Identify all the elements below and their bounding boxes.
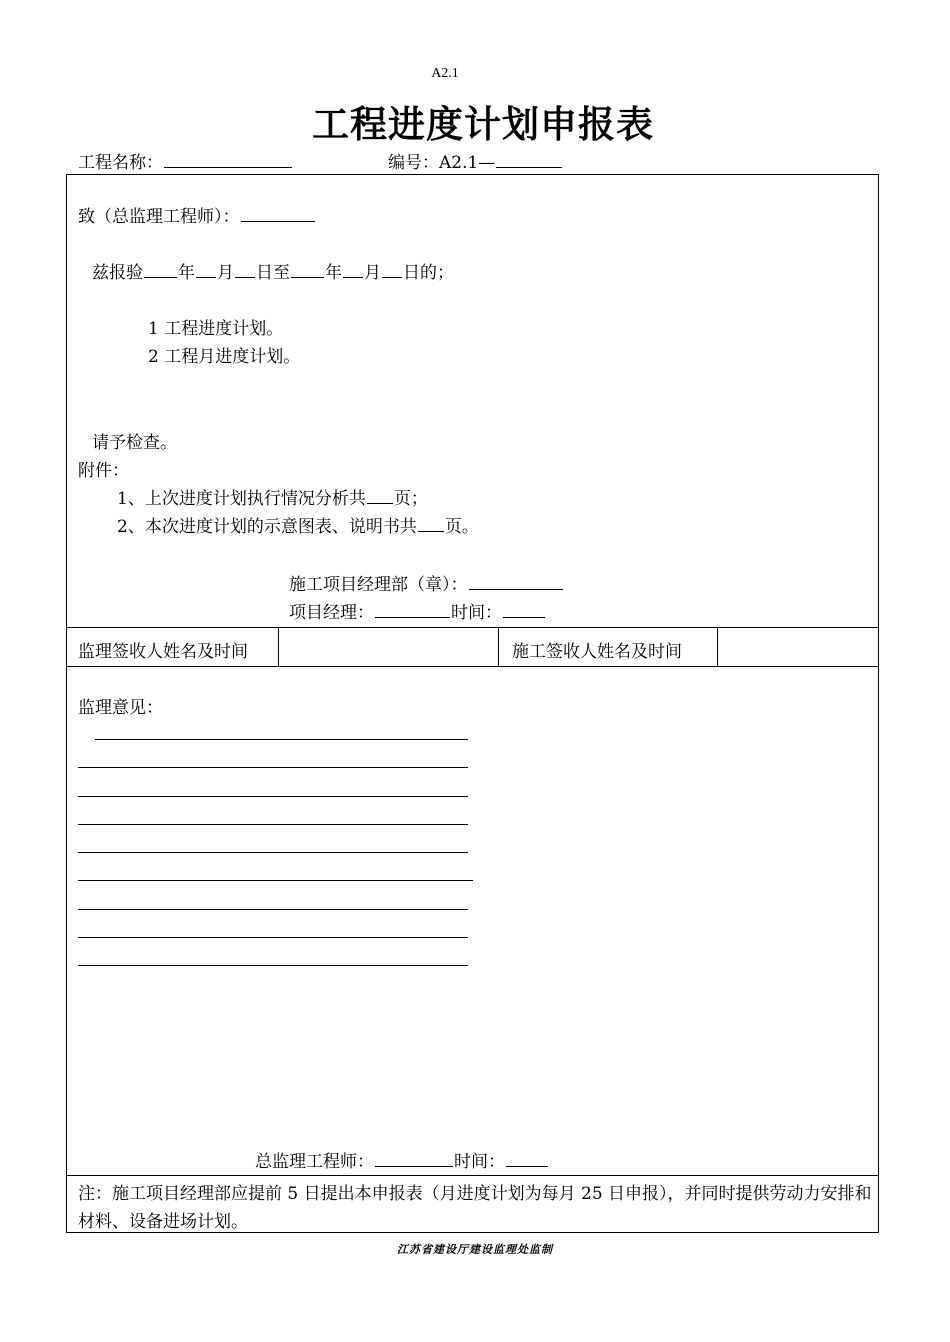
attachment-2-suffix: 页。 [444,517,479,537]
attachment-1-pages-blank[interactable] [367,502,393,504]
end-day-blank[interactable] [382,276,402,278]
project-manager-line [289,598,546,623]
form-number-label: 编号：A2.1— [388,153,496,173]
project-manager-blank[interactable] [375,616,450,618]
divider [66,1175,879,1176]
contractor-dept-blank[interactable] [469,588,563,590]
opinion-line[interactable] [78,909,468,910]
chief-time-label: 时间： [454,1152,505,1172]
attachment-2-text: 2、本次进度计划的示意图表、说明书共 [117,517,417,537]
attachment-item-2 [117,512,479,537]
month-label: 月 [364,263,381,283]
form-number-field[interactable] [388,148,563,173]
form-code: A2.1 [431,66,459,81]
end-year-blank[interactable] [291,276,324,278]
divider [498,627,499,666]
opinion-line[interactable] [78,796,468,797]
page-title: 工程进度计划申报表 [312,103,654,146]
end-month-blank[interactable] [343,276,363,278]
chief-time-blank[interactable] [506,1165,548,1167]
contractor-dept-line [289,570,564,595]
contractor-time-blank[interactable] [503,616,545,618]
project-name-label: 工程名称： [78,153,163,173]
opinion-line[interactable] [78,937,468,938]
opinion-line[interactable] [78,880,473,881]
opinion-label: 监理意见： [78,698,163,718]
addressee-label: 致（总监理工程师）： [78,207,240,227]
divider [66,666,879,667]
day-end-label: 日的； [403,263,454,283]
request-text: 请予检查。 [92,433,177,453]
list-item: 1 工程进度计划。 [148,319,284,339]
addressee-blank[interactable] [241,220,315,222]
list-item: 2 工程月进度计划。 [148,347,301,367]
year-label: 年 [178,263,195,283]
attachment-1-suffix: 页； [393,489,428,509]
attachments-label: 附件： [78,461,129,481]
supervision-receipt-label: 监理签收人姓名及时间 [78,642,248,662]
opinion-line[interactable] [78,852,468,853]
form-number-blank[interactable] [496,166,562,168]
project-manager-label: 项目经理： [289,603,374,623]
project-name-field[interactable] [78,148,293,173]
addressee-line [78,202,316,227]
start-month-blank[interactable] [196,276,216,278]
opinion-line[interactable] [78,965,468,966]
construction-receipt-label: 施工签收人姓名及时间 [512,642,682,662]
day-to-label: 日至 [256,263,290,283]
month-label: 月 [217,263,234,283]
opinion-line[interactable] [78,767,468,768]
attachment-item-1 [117,484,428,509]
contractor-dept-label: 施工项目经理部（章）： [289,575,468,595]
start-year-blank[interactable] [144,276,177,278]
year-label: 年 [325,263,342,283]
note-text: 注：施工项目经理部应提前 5 日提出本申报表（月进度计划为每月 25 日申报），并同时提供劳动力安排和材料、设备进场计划。 [78,1184,872,1232]
chief-engineer-blank[interactable] [375,1165,453,1167]
supervision-receipt-cell[interactable] [279,628,497,665]
opinion-line[interactable] [78,824,468,825]
footer-issuer: 江苏省建设厅建设监理处监制 [397,1243,553,1256]
chief-engineer-line [255,1147,549,1172]
start-day-blank[interactable] [235,276,255,278]
submission-line [92,258,454,283]
attachment-2-pages-blank[interactable] [418,530,444,532]
submission-prefix: 兹报验 [92,263,143,283]
construction-receipt-cell[interactable] [718,628,878,665]
attachment-1-text: 1、上次进度计划执行情况分析共 [117,489,366,509]
contractor-time-label: 时间： [451,603,502,623]
chief-engineer-label: 总监理工程师： [255,1152,374,1172]
project-name-blank[interactable] [164,166,292,168]
opinion-line[interactable] [95,739,468,740]
